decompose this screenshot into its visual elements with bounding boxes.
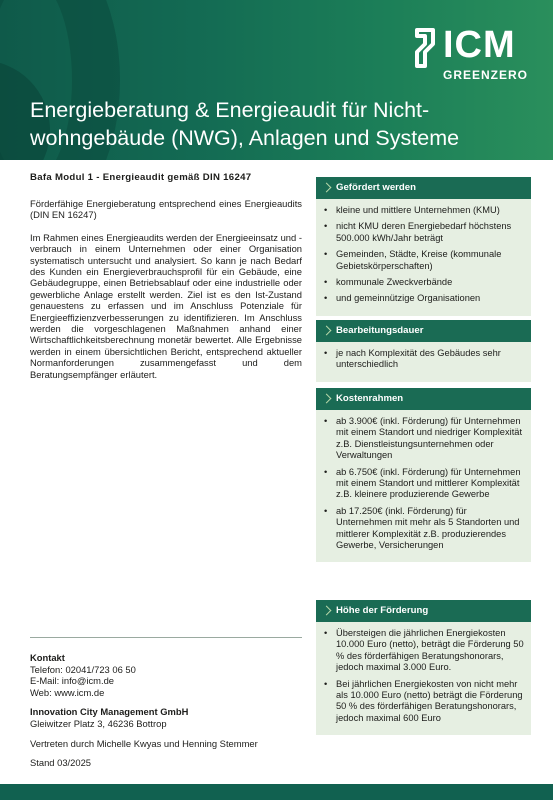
box-kostenrahmen-list bbox=[316, 410, 531, 562]
box-gefoerdert-list bbox=[316, 199, 531, 316]
list-item: • kleine und mittlere Unternehmen (KMU) bbox=[324, 205, 525, 216]
list-item: • Übersteigen die jährlichen Energiekosten 10.000 Euro (netto), beträgt die Förderung 50 % des förderfähigen Beratungshonorars, jedoch maximal 3.000 Euro. bbox=[324, 628, 525, 674]
list-item: • ab 3.900€ (inkl. Förderung) für Unternehmen mit einem Standort und niedriger Komplexität z.B. Dienstleistungsunternehmen oder Verwaltungen bbox=[324, 416, 525, 462]
contact-email[interactable]: E-Mail: info@icm.de bbox=[30, 675, 115, 687]
body-paragraph: Im Rahmen eines Energieaudits werden der Energieeinsatz und -verbrauch in einem Unternehmen oder einer Organisation systematisch untersucht und analysiert. So kann je nach Bedarf des Kunden ein Energieverbrauchsprofil für ein Gebäude, eine Gebäudegruppe, einen Betriebsablauf oder eine industrielle oder gewerbliche Anlage erstellt werden. Ziel ist es den Ist-Zustand genauestens zu erfassen und im Anschluss Potenziale für Energieeffizienzverbesserungen zu identifizieren. Im Anschluss werden die vorgeschlagenen Maßnahmen anhand einer Wirtschaftlichkeitsberechnung monetär bewertet. Alle Ergebnisse werden in einem übersichtlichen Bericht, entsprechend aktueller Normanforderungen zusammengefasst und dem Beratungsempfänger erläutert. bbox=[30, 231, 302, 380]
icm-logo bbox=[413, 24, 533, 84]
logo-tagline: GREENZERO bbox=[443, 68, 529, 82]
box-kostenrahmen-title: Kostenrahmen bbox=[316, 388, 531, 410]
contact-phone: Telefon: 02041/723 06 50 bbox=[30, 663, 136, 675]
box-hoehe-foerderung bbox=[316, 600, 531, 735]
list-item: • ab 6.750€ (inkl. Förderung) für Unternehmen mit einem Standort und mittlerer Komplexität z.B. kleinere produzierende Gewerbe bbox=[324, 467, 525, 501]
box-gefoerdert bbox=[316, 177, 531, 316]
logo-wordmark: ICM bbox=[443, 24, 516, 66]
header-banner bbox=[0, 0, 553, 160]
contact-section bbox=[30, 637, 302, 769]
document-date: Stand 03/2025 bbox=[30, 757, 91, 769]
main-column bbox=[30, 172, 302, 380]
company-name: Innovation City Management GmbH bbox=[30, 706, 189, 718]
list-item: • je nach Komplexität des Gebäudes sehr unterschiedlich bbox=[324, 348, 525, 371]
contact-web[interactable]: Web: www.icm.de bbox=[30, 686, 105, 698]
list-item: • und gemeinnützige Organisationen bbox=[324, 293, 525, 304]
box-bearbeitungsdauer bbox=[316, 320, 531, 382]
contact-heading: Kontakt bbox=[30, 652, 65, 663]
intro-paragraph: Förderfähige Energieberatung entsprechend eines Energieaudits (DIN EN 16247) bbox=[30, 198, 302, 221]
list-item: • Gemeinden, Städte, Kreise (kommunale Gebietskörperschaften) bbox=[324, 249, 525, 272]
company-representatives: Vertreten durch Michelle Kwyas und Henning Stemmer bbox=[30, 737, 258, 749]
box-gefoerdert-title: Gefördert werden bbox=[316, 177, 531, 199]
module-subtitle: Bafa Modul 1 - Energieaudit gemäß DIN 16247 bbox=[30, 172, 252, 183]
list-item: • nicht KMU deren Energiebedarf höchstens 500.000 kWh/Jahr beträgt bbox=[324, 221, 525, 244]
logo-mark-icon bbox=[413, 26, 437, 70]
page-title: Energieberatung & Energieaudit für Nicht-wohngebäude (NWG), Anlagen und Systeme bbox=[30, 98, 460, 150]
list-item: • kommunale Zweckverbände bbox=[324, 277, 525, 288]
list-item: • Bei jährlichen Energiekosten von nicht mehr als 10.000 Euro (netto) beträgt die Förderung 50 % des förderfähigen Beratungshonorars, jedoch maximal 600 Euro bbox=[324, 679, 525, 725]
box-hoehe-foerderung-list bbox=[316, 622, 531, 735]
box-kostenrahmen bbox=[316, 388, 531, 562]
box-bearbeitungsdauer-list bbox=[316, 342, 531, 382]
company-address: Gleiwitzer Platz 3, 46236 Bottrop bbox=[30, 717, 167, 729]
footer-bar bbox=[0, 784, 553, 800]
list-item: • ab 17.250€ (inkl. Förderung) für Unternehmen mit mehr als 5 Standorten und mittlerer Komplexität z.B. produzierendes Gewerbe, Versicherungen bbox=[324, 506, 525, 552]
box-bearbeitungsdauer-title: Bearbeitungsdauer bbox=[316, 320, 531, 342]
box-hoehe-foerderung-title: Höhe der Förderung bbox=[316, 600, 531, 622]
